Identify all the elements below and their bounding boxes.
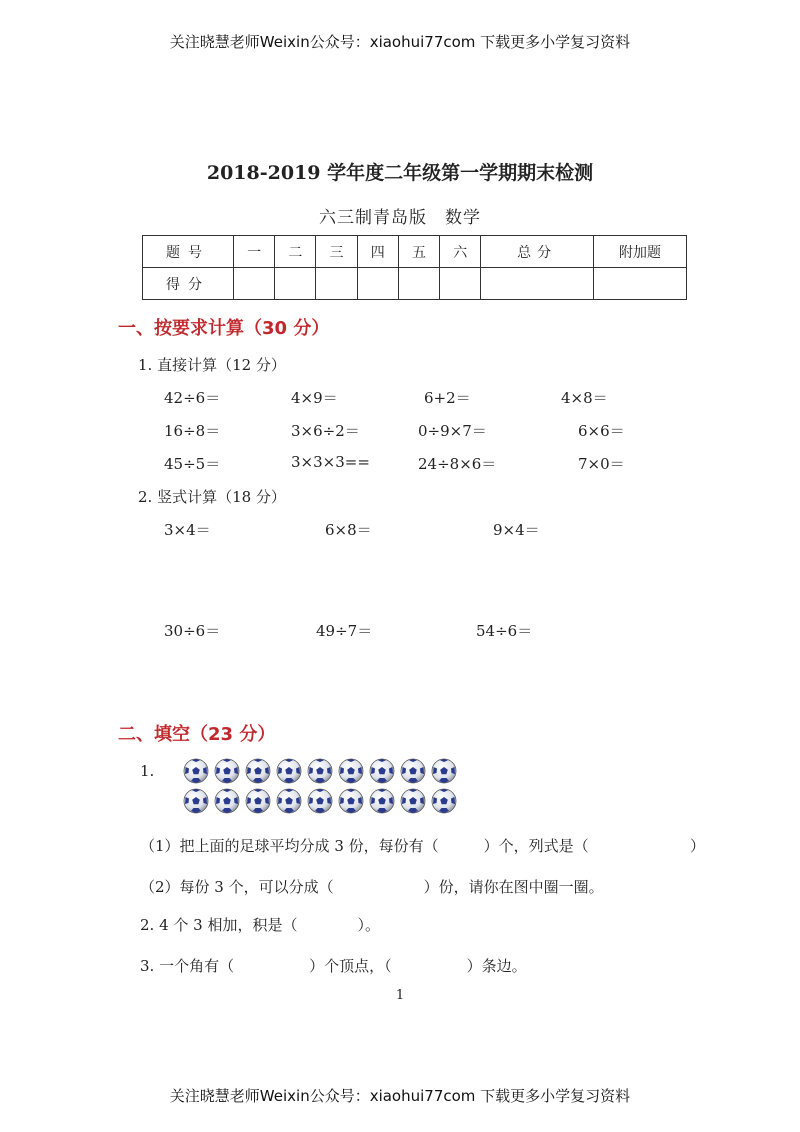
score-header-cell: 一 bbox=[234, 236, 275, 268]
calc-item: 4×8＝ bbox=[561, 389, 608, 407]
soccer-ball-grid bbox=[183, 758, 465, 814]
score-table-header-row bbox=[143, 236, 687, 268]
soccer-ball-icon bbox=[400, 788, 426, 814]
page-subtitle: 六三制青岛版 数学 bbox=[319, 208, 481, 228]
soccer-ball-icon bbox=[369, 758, 395, 784]
vertical-calc-item: 9×4＝ bbox=[493, 521, 540, 539]
score-header-cell: 五 bbox=[398, 236, 439, 268]
calc-item: 45÷5＝ bbox=[164, 455, 221, 473]
score-table bbox=[142, 235, 687, 300]
soccer-ball-icon bbox=[214, 788, 240, 814]
soccer-ball-icon bbox=[369, 788, 395, 814]
score-cell[interactable] bbox=[594, 268, 687, 300]
score-header-cell: 四 bbox=[357, 236, 398, 268]
score-cell[interactable] bbox=[481, 268, 594, 300]
score-header-cell: 六 bbox=[440, 236, 481, 268]
bottom-banner: 关注晓慧老师Weixin公众号：xiaohui77com 下载更多小学复习资料 bbox=[169, 1087, 631, 1105]
score-header-cell: 三 bbox=[316, 236, 357, 268]
vertical-calc-item: 54÷6＝ bbox=[476, 622, 533, 640]
q1-label: 1. 直接计算（12 分） bbox=[138, 356, 286, 374]
calc-item: 0÷9×7＝ bbox=[418, 422, 487, 440]
q2-label: 2. 竖式计算（18 分） bbox=[138, 488, 286, 506]
soccer-ball-icon bbox=[245, 758, 271, 784]
soccer-ball-icon bbox=[431, 788, 457, 814]
soccer-ball-icon bbox=[276, 758, 302, 784]
soccer-ball-icon bbox=[338, 788, 364, 814]
section2-heading: 二、填空（23 分） bbox=[118, 724, 276, 745]
score-cell[interactable] bbox=[234, 268, 275, 300]
soccer-ball-icon bbox=[245, 788, 271, 814]
soccer-ball-icon bbox=[214, 758, 240, 784]
soccer-ball-icon bbox=[307, 758, 333, 784]
calc-item: 42÷6＝ bbox=[164, 389, 221, 407]
score-header-cell: 附加题 bbox=[594, 236, 687, 268]
soccer-ball-icon bbox=[307, 788, 333, 814]
fill-q2: 2. 4 个 3 相加，积是（ ）。 bbox=[140, 916, 380, 934]
calc-item: 3×3×3== bbox=[291, 453, 370, 471]
fill-q1-part1-close: ） bbox=[690, 837, 706, 855]
soccer-ball-icon bbox=[400, 758, 426, 784]
calc-item: 4×9＝ bbox=[291, 389, 338, 407]
fill-q1-part1: （1）把上面的足球平均分成 3 份，每份有（ ）个，列式是（ bbox=[140, 837, 589, 855]
score-cell[interactable] bbox=[398, 268, 439, 300]
vertical-calc-item: 49÷7＝ bbox=[316, 622, 373, 640]
top-banner: 关注晓慧老师Weixin公众号：xiaohui77com 下载更多小学复习资料 bbox=[169, 33, 631, 51]
score-header-cell: 二 bbox=[275, 236, 316, 268]
score-cell[interactable] bbox=[275, 268, 316, 300]
vertical-calc-item: 3×4＝ bbox=[164, 521, 211, 539]
vertical-calc-item: 30÷6＝ bbox=[164, 622, 221, 640]
score-header-cell: 总分 bbox=[481, 236, 594, 268]
score-cell[interactable] bbox=[316, 268, 357, 300]
score-table-score-row bbox=[143, 268, 687, 300]
calc-item: 6+2＝ bbox=[424, 389, 471, 407]
calc-item: 24÷8×6＝ bbox=[418, 455, 497, 473]
vertical-calc-item: 6×8＝ bbox=[325, 521, 372, 539]
calc-item: 3×6÷2＝ bbox=[291, 422, 360, 440]
fill-q1-number: 1. bbox=[140, 762, 155, 780]
calc-item: 7×0＝ bbox=[578, 455, 625, 473]
soccer-ball-icon bbox=[431, 758, 457, 784]
score-cell[interactable] bbox=[357, 268, 398, 300]
score-row-label: 得分 bbox=[143, 268, 234, 300]
score-cell[interactable] bbox=[440, 268, 481, 300]
fill-q1-part2: （2）每份 3 个，可以分成（ ）份，请你在图中圈一圈。 bbox=[140, 878, 604, 896]
page-number: 1 bbox=[395, 988, 405, 1003]
soccer-ball-icon bbox=[276, 788, 302, 814]
calc-item: 6×6＝ bbox=[578, 422, 625, 440]
section1-heading: 一、按要求计算（30 分） bbox=[118, 318, 330, 339]
fill-q3: 3. 一个角有（ ）个顶点，（ ）条边。 bbox=[140, 957, 527, 975]
soccer-ball-icon bbox=[338, 758, 364, 784]
soccer-ball-icon bbox=[183, 758, 209, 784]
page-title: 2018-2019 学年度二年级第一学期期末检测 bbox=[206, 162, 594, 184]
soccer-ball-icon bbox=[183, 788, 209, 814]
score-header-cell: 题号 bbox=[143, 236, 234, 268]
calc-item: 16÷8＝ bbox=[164, 422, 221, 440]
